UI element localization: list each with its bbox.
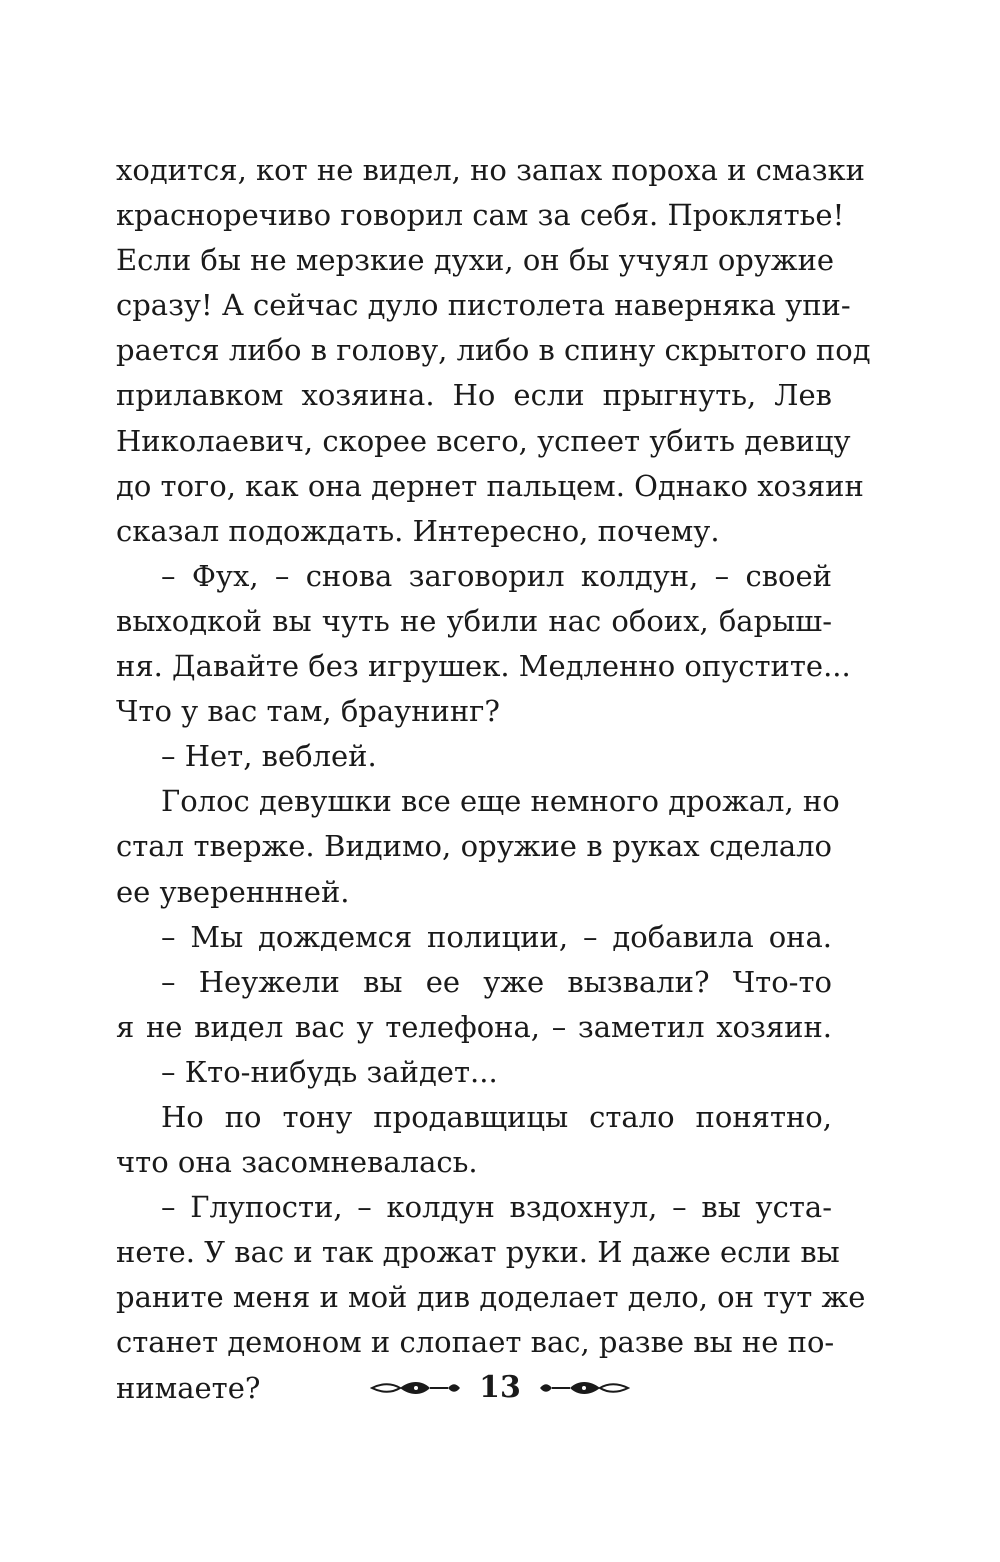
text-line-3: Если бы не мерзкие духи, он бы учуял оружие	[116, 243, 835, 278]
text-line-28: нимаете?	[116, 1370, 261, 1405]
text-line-6: прилавком хозяина. Но если прыгнуть, Лев	[116, 378, 832, 413]
text-line-8: до того, как она дернет пальцем. Однако хозяин	[116, 468, 864, 503]
text-line-9: сказал подождать. Интересно, почему.	[116, 513, 720, 548]
text-line-12: ня. Давайте без игрушек. Медленно опустите...	[116, 649, 851, 684]
text-line-18: – Мы дождемся полиции, – добавила она.	[161, 919, 832, 954]
text-line-2: красноречиво говорил сам за себя. Проклятье!	[116, 198, 845, 233]
text-line-5: рается либо в голову, либо в спину скрытого под	[116, 333, 871, 368]
text-line-17: ее увереннней.	[116, 874, 350, 909]
text-line-23: что она засомневалась.	[116, 1145, 478, 1180]
text-line-10: – Фух, – снова заговорил колдун, – своей	[161, 558, 832, 593]
page-number: 13	[479, 1370, 521, 1405]
ornament-right-icon	[535, 1377, 630, 1399]
text-line-14: – Нет, веблей.	[161, 739, 377, 774]
page-footer	[0, 1368, 1000, 1408]
text-line-4: сразу! А сейчас дуло пистолета наверняка упи-	[116, 288, 851, 323]
text-line-27: станет демоном и слопает вас, разве вы не по-	[116, 1325, 835, 1360]
text-line-1: ходится, кот не видел, но запах пороха и смазки	[116, 153, 865, 187]
text-line-7: Николаевич, скорее всего, успеет убить девицу	[116, 423, 851, 458]
text-line-19: – Неужели вы ее уже вызвали? Что-то	[161, 964, 832, 999]
text-line-13: Что у вас там, браунинг?	[116, 694, 500, 729]
text-line-11: выходкой вы чуть не убили нас обоих, барыш-	[116, 603, 832, 638]
text-line-21: – Кто-нибудь зайдет...	[161, 1054, 498, 1089]
text-line-26: раните меня и мой див доделает дело, он тут же	[116, 1280, 866, 1315]
text-line-22: Но по тону продавщицы стало понятно,	[161, 1099, 832, 1134]
text-line-15: Голос девушки все еще немного дрожал, но	[161, 784, 840, 819]
body-text	[116, 148, 871, 1411]
text-line-16: стал тверже. Видимо, оружие в руках сделало	[116, 829, 832, 864]
text-line-20: я не видел вас у телефона, – заметил хозяин.	[116, 1009, 832, 1044]
ornament-left-icon	[370, 1377, 465, 1399]
text-line-25: нете. У вас и так дрожат руки. И даже если вы	[116, 1235, 840, 1270]
text-line-24: – Глупости, – колдун вздохнул, – вы уста-	[161, 1190, 832, 1225]
